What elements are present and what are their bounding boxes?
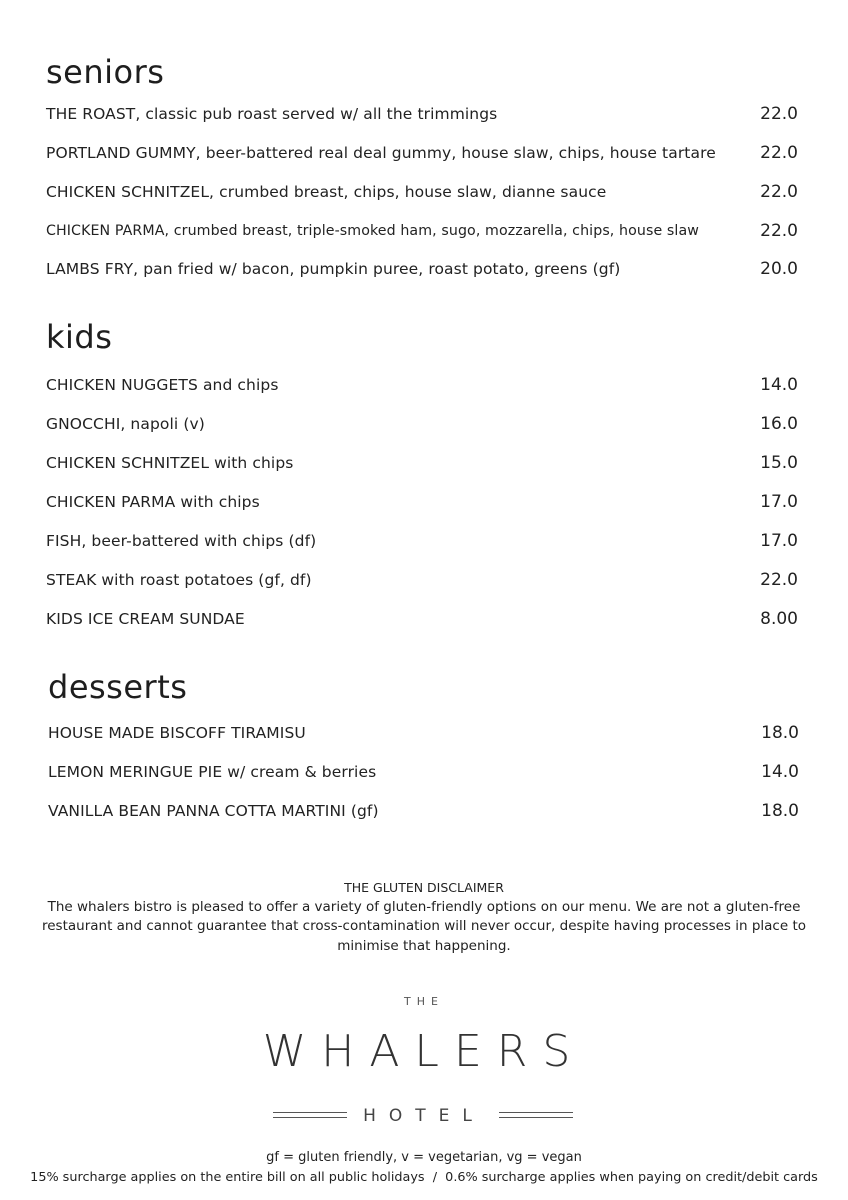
logo-hotel-row	[0, 1104, 848, 1128]
item-price: 14.0	[760, 375, 798, 395]
gluten-disclaimer	[20, 878, 828, 956]
menu-item	[46, 374, 798, 396]
disclaimer-text: The whalers bistro is pleased to offer a variety of gluten-friendly options on our menu. We are not a gluten-free restaurant and cannot guarantee that cross-contamination will never occur, despite having processes in place to minimise that happening.	[41, 898, 806, 954]
item-name: THE ROAST, classic pub roast served w/ all the trimmings	[46, 105, 498, 123]
item-price: 14.0	[761, 762, 799, 782]
item-name: PORTLAND GUMMY, beer-battered real deal gummy, house slaw, chips, house tartare	[46, 144, 716, 162]
menu-item	[46, 452, 798, 474]
item-name: VANILLA BEAN PANNA COTTA MARTINI (gf)	[48, 802, 379, 820]
menu-item	[48, 722, 799, 744]
menu-item	[46, 413, 798, 435]
menu-item	[48, 800, 799, 822]
logo-right-rule	[499, 1112, 573, 1118]
disclaimer-heading: THE GLUTEN DISCLAIMER	[344, 880, 504, 895]
item-name: LEMON MERINGUE PIE w/ cream & berries	[48, 763, 377, 781]
item-name: FISH, beer-battered with chips (df)	[46, 532, 317, 550]
kids-heading: kids	[46, 318, 113, 356]
item-name: GNOCCHI, napoli (v)	[46, 415, 205, 433]
item-price: 18.0	[761, 723, 799, 743]
menu-item	[46, 220, 798, 242]
item-name: CHICKEN NUGGETS and chips	[46, 376, 279, 394]
item-price: 22.0	[760, 221, 798, 241]
menu-item	[48, 761, 799, 783]
menu-item	[46, 103, 798, 125]
item-price: 8.00	[760, 609, 798, 629]
menu-item	[46, 258, 798, 280]
item-price: 17.0	[760, 531, 798, 551]
item-price: 15.0	[760, 453, 798, 473]
item-price: 22.0	[760, 143, 798, 163]
item-name: CHICKEN SCHNITZEL with chips	[46, 454, 294, 472]
item-price: 22.0	[760, 104, 798, 124]
item-price: 22.0	[760, 182, 798, 202]
seniors-heading: seniors	[46, 53, 165, 91]
menu-item	[46, 530, 798, 552]
menu-item	[46, 181, 798, 203]
item-price: 18.0	[761, 801, 799, 821]
logo-hotel-text: HOTEL	[363, 1106, 485, 1126]
menu-item	[46, 142, 798, 164]
desserts-heading: desserts	[48, 668, 188, 706]
item-name: LAMBS FRY, pan fried w/ bacon, pumpkin puree, roast potato, greens (gf)	[46, 260, 621, 278]
item-name: CHICKEN PARMA with chips	[46, 493, 260, 511]
item-name: KIDS ICE CREAM SUNDAE	[46, 610, 245, 628]
item-price: 20.0	[760, 259, 798, 279]
item-name: CHICKEN PARMA, crumbed breast, triple-smoked ham, sugo, mozzarella, chips, house slaw	[46, 223, 699, 239]
surcharge-note: 15% surcharge applies on the entire bill on all public holidays / 0.6% surcharge applies when paying on credit/debit cards	[30, 1170, 818, 1185]
item-name: STEAK with roast potatoes (gf, df)	[46, 571, 312, 589]
logo-the-text: THE	[404, 995, 444, 1008]
menu-item	[46, 569, 798, 591]
item-name: CHICKEN SCHNITZEL, crumbed breast, chips, house slaw, dianne sauce	[46, 183, 607, 201]
menu-item	[46, 608, 798, 630]
logo-whalers-text: WHALERS	[262, 1026, 586, 1077]
dietary-legend: gf = gluten friendly, v = vegetarian, vg = vegan	[266, 1150, 582, 1165]
item-name: HOUSE MADE BISCOFF TIRAMISU	[48, 724, 306, 742]
item-price: 16.0	[760, 414, 798, 434]
item-price: 17.0	[760, 492, 798, 512]
item-price: 22.0	[760, 570, 798, 590]
menu-item	[46, 491, 798, 513]
